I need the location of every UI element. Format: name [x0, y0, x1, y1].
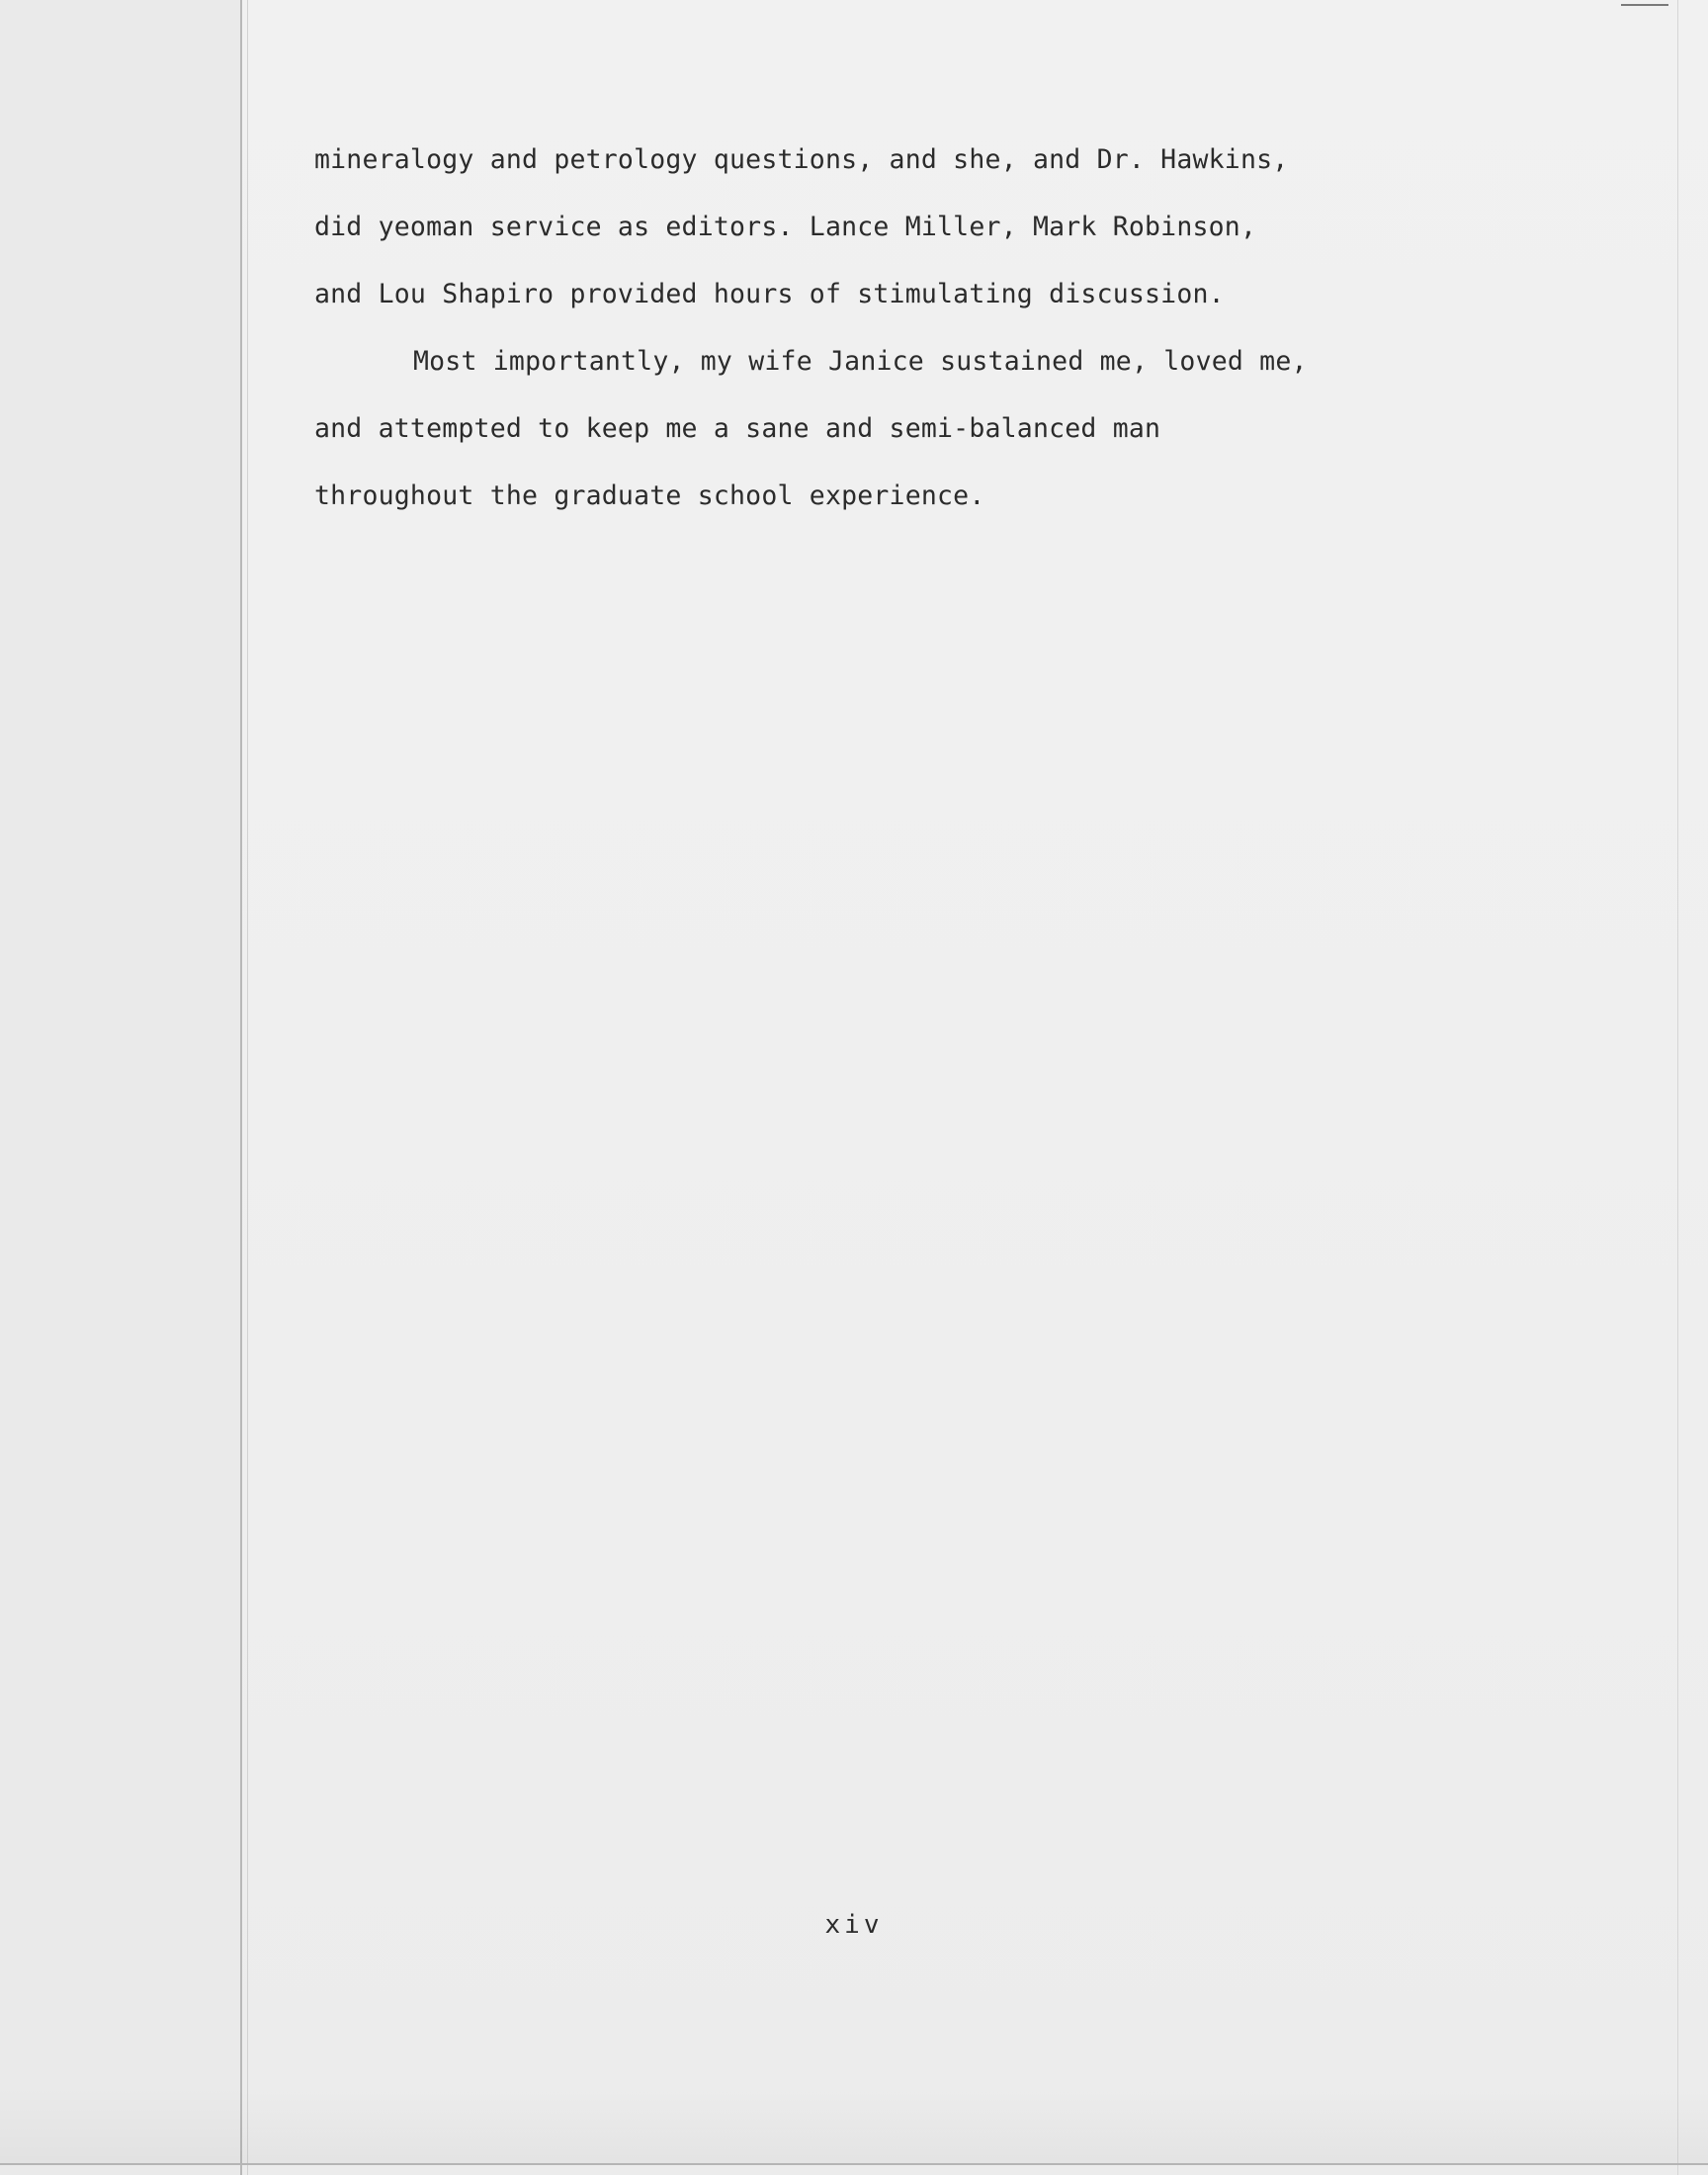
- acknowledgements-text: [314, 127, 1540, 530]
- text-line: and attempted to keep me a sane and semi-balanced man: [314, 413, 1161, 444]
- text-line: did yeoman service as editors. Lance Miller, Mark Robinson,: [314, 212, 1257, 242]
- paragraph-start-line: Most importantly, my wife Janice sustained me, loved me,: [413, 346, 1308, 377]
- text-line: and Lou Shapiro provided hours of stimulating discussion.: [314, 279, 1225, 309]
- page-right-edge: [1677, 0, 1678, 2175]
- text-line: throughout the graduate school experience.: [314, 480, 985, 511]
- text-line: mineralogy and petrology questions, and she, and Dr. Hawkins,: [314, 144, 1289, 175]
- scan-artifact-mark: [1621, 4, 1668, 6]
- margin-rule: [240, 0, 242, 2175]
- margin-rule-shadow: [247, 0, 248, 2175]
- page-bottom-edge: [0, 2163, 1708, 2165]
- page-number: xiv: [824, 1910, 884, 1940]
- page-bottom-shade: [0, 2086, 1708, 2163]
- binding-margin: [0, 0, 240, 2175]
